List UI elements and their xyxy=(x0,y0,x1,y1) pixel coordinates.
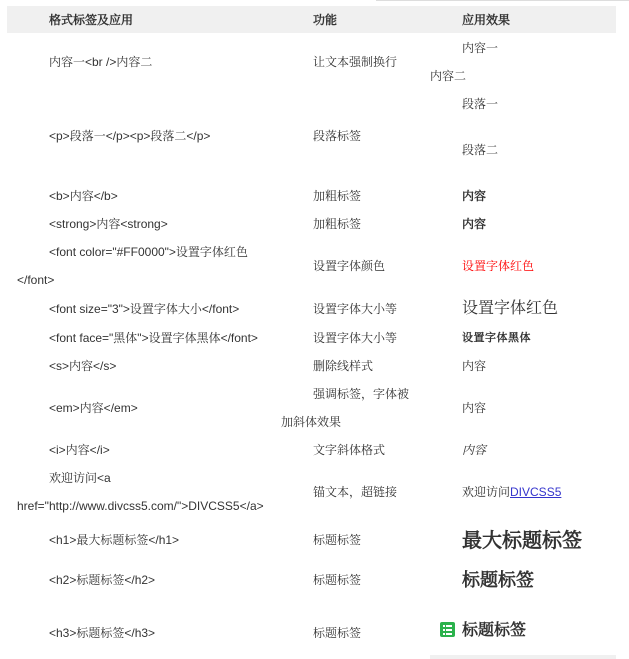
function-cell: 标题标签 xyxy=(313,626,362,640)
function-cell: 段落标签 xyxy=(313,129,362,143)
effect-cell: 内容一 xyxy=(462,41,499,55)
function-cell: 标题标签 xyxy=(313,573,362,587)
divcss5-link[interactable]: DIVCSS5 xyxy=(510,485,562,499)
top-divider xyxy=(376,0,629,1)
effect-cell xyxy=(462,484,561,500)
function-cell-continued: 加斜体效果 xyxy=(281,415,342,429)
h2-effect-heading: 标题标签 xyxy=(462,570,534,590)
function-cell: 文字斜体格式 xyxy=(313,443,386,457)
effect-cell: 内容二 xyxy=(430,69,467,83)
effect-cell: 内容 xyxy=(462,359,487,373)
function-cell: 设置字体大小等 xyxy=(313,302,398,316)
effect-cell: 设置字体黑体 xyxy=(462,331,531,344)
header-col-tag: 格式标签及应用 xyxy=(49,13,134,27)
code-cell: <em>内容</em> xyxy=(49,401,138,415)
function-cell: 强调标签，字体被 xyxy=(313,387,410,401)
header-col-function: 功能 xyxy=(313,13,338,27)
code-cell: <b>内容</b> xyxy=(49,189,118,203)
effect-cell: 段落一 xyxy=(462,97,499,111)
effect-prefix: 欢迎访问 xyxy=(462,485,511,499)
function-cell: 设置字体大小等 xyxy=(313,331,398,345)
function-cell: 锚文本，超链接 xyxy=(313,485,398,499)
effect-cell: 设置字体红色 xyxy=(462,259,535,273)
code-cell: <i>内容</i> xyxy=(49,443,110,457)
header-col-effect: 应用效果 xyxy=(462,13,511,27)
code-cell: <h1>最大标题标签</h1> xyxy=(49,533,180,547)
bottom-bar xyxy=(430,655,616,659)
h1-effect-heading: 最大标题标签 xyxy=(462,530,582,552)
code-cell: <h3>标题标签</h3> xyxy=(49,626,156,640)
function-cell: 加粗标签 xyxy=(313,189,362,203)
list-icon xyxy=(440,622,455,637)
code-cell: <font color="#FF0000">设置字体红色 xyxy=(49,245,248,259)
effect-cell: 段落二 xyxy=(462,143,499,157)
code-cell-continued: </font> xyxy=(17,273,55,287)
function-cell: 加粗标签 xyxy=(313,217,362,231)
code-cell: <font face="黑体">设置字体黑体</font> xyxy=(49,331,258,345)
code-cell-continued: href="http://www.divcss5.com/">DIVCSS5</a> xyxy=(17,499,264,513)
function-cell: 让文本强制换行 xyxy=(313,55,398,69)
code-cell: <p>段落一</p><p>段落二</p> xyxy=(49,129,211,143)
function-cell: 删除线样式 xyxy=(313,359,374,373)
code-cell: <h2>标题标签</h2> xyxy=(49,573,156,587)
code-cell: 欢迎访问<a xyxy=(49,471,111,485)
function-cell: 设置字体颜色 xyxy=(313,259,386,273)
code-cell: <s>内容</s> xyxy=(49,359,117,373)
effect-cell: 内容 xyxy=(462,443,487,457)
effect-cell: 设置字体红色 xyxy=(462,300,559,317)
code-cell: 内容一<br />内容二 xyxy=(49,55,153,69)
code-cell: <font size="3">设置字体大小</font> xyxy=(49,302,240,316)
effect-cell: 内容 xyxy=(462,401,487,415)
function-cell: 标题标签 xyxy=(313,533,362,547)
effect-cell: 内容 xyxy=(462,189,487,203)
code-cell: <strong>内容<strong> xyxy=(49,217,168,231)
h3-effect-heading: 标题标签 xyxy=(462,622,527,639)
effect-cell: 内容 xyxy=(462,217,487,231)
